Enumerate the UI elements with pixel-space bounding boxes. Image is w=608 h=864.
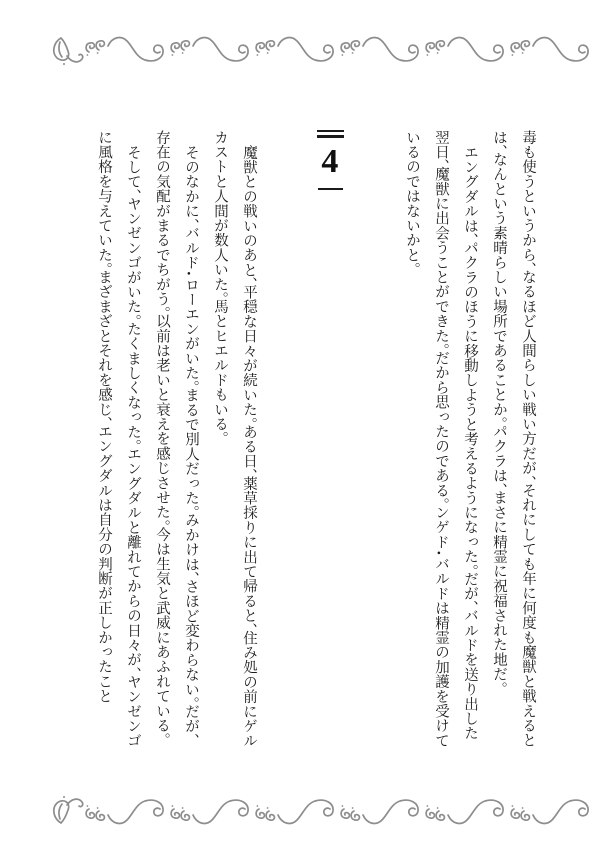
- body-text: [89, 130, 542, 750]
- chapter-heading-inner: [309, 130, 351, 190]
- paragraph: エングダルは、パクラのほうに移動しようと考えるようになった。だが、バルドを送り出した翌日、魔獣に出会うことができた。だから思ったのである。ンゲド・バルドは精霊の加護を受けているのではないかと。: [404, 130, 478, 748]
- chapter-rule-top: [317, 130, 344, 138]
- paragraph: そのなかに、バルド・ローエンがいた。まるで別人だった。みかけは、さほど変わらない。だが、存在の気配がまるでちがう。以前は老いと衰えを感じさせた。今は生気と武威にあふれている。: [154, 130, 199, 741]
- paragraph: そして、ヤンゼンゴがいた。たくましくなった。エングダルと離れてからの日々が、ヤンゼンゴに風格を与えていた。まざまざとそれを感じ、エングダルは自分の判断が正しかったこと: [96, 130, 141, 748]
- paragraph: 毒も使うというから、なるほど人間らしい戦い方だが、それにしても年に何度も魔獣と戦えるとは、なんという素晴らしい場所であることか。パクラは、まさに精霊に祝福された地だ。: [491, 130, 536, 748]
- paragraph: 魔獣との戦いのあと、平穏な日々が続いた。ある日、薬草採りに出て帰ると、住み処の前にゲルカストと人間が数人いた。馬とヒエルドもいる。: [212, 130, 257, 748]
- top-border-scroll-ornament: [50, 33, 598, 69]
- chapter-rule-bottom: [318, 188, 343, 191]
- chapter-number: 4: [321, 142, 339, 180]
- chapter-heading: [309, 130, 351, 750]
- bottom-border-scroll-ornament: [50, 792, 598, 828]
